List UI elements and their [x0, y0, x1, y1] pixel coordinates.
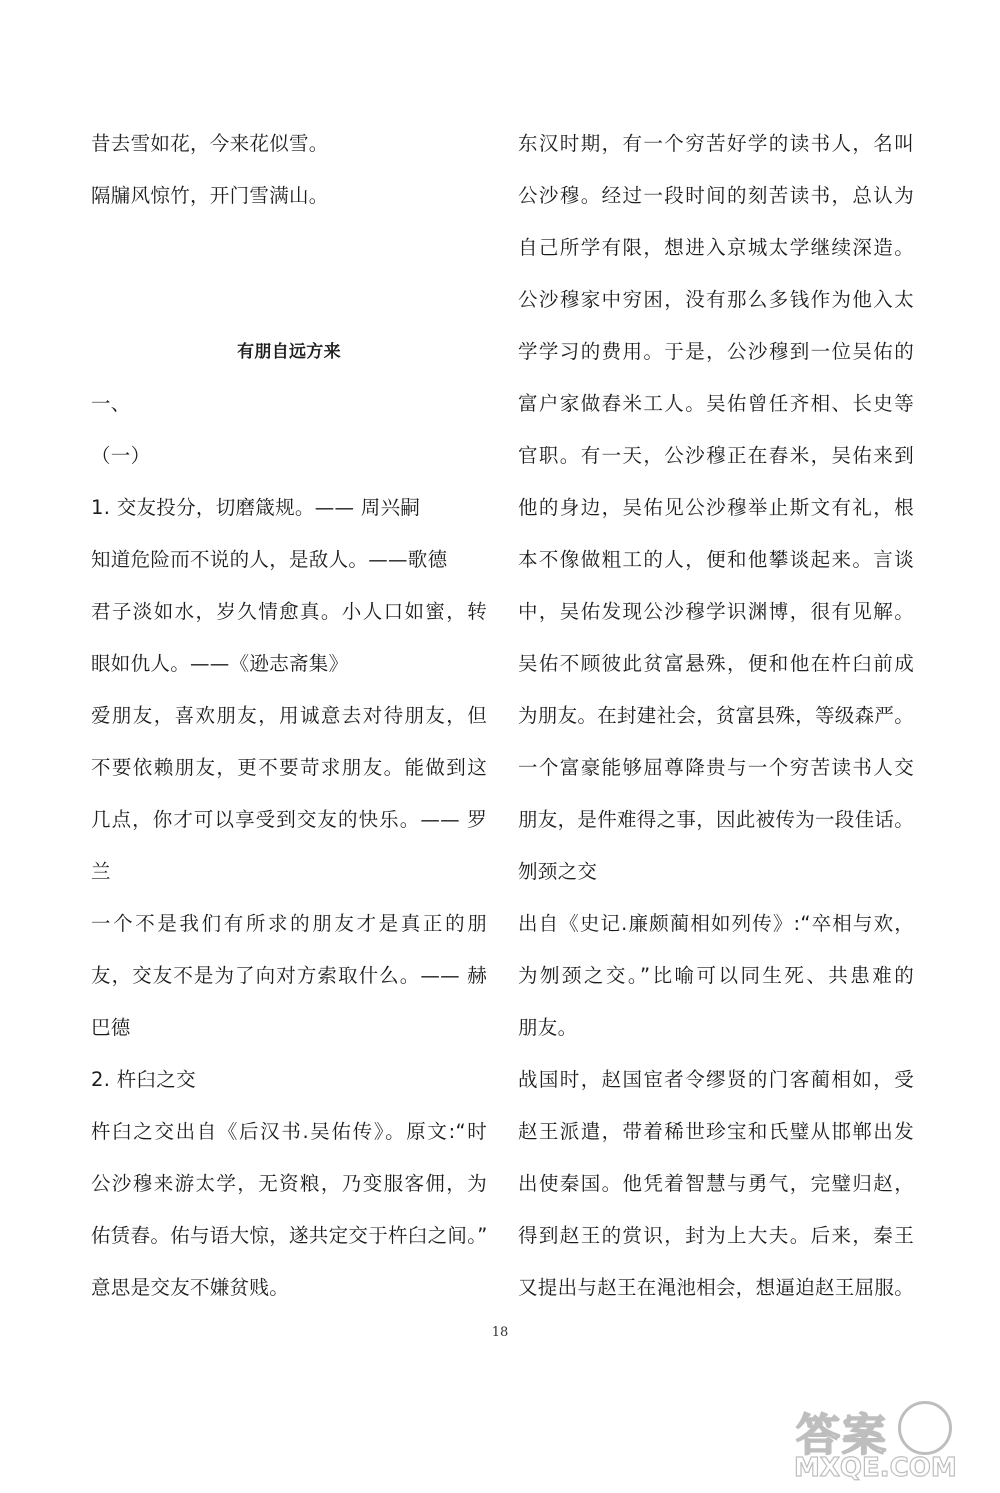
text-line: 公沙穆家中穷困，没有那么多钱作为他入太 — [518, 288, 914, 311]
right-column — [518, 118, 914, 1314]
text-line: 本不像做粗工的人，便和他攀谈起来。言谈 — [518, 548, 914, 571]
text-line: 东汉时期，有一个穷苦好学的读书人，名叫 — [518, 132, 914, 155]
text-line: 眼如仇人。——《逊志斋集》 — [91, 652, 349, 675]
text-line: 朋友。 — [518, 1016, 578, 1039]
text-line: 友，交友不是为了向对方索取什么。—— 赫 — [91, 964, 487, 987]
watermark-logo — [790, 1395, 960, 1485]
text-line: 意思是交友不嫌贫贱。 — [91, 1276, 290, 1299]
text-line: 富户家做舂米工人。吴佑曾任齐相、长史等 — [518, 392, 914, 415]
text-line: 自己所学有限，想进入京城太学继续深造。 — [518, 236, 914, 259]
text-line: 1. 交友投分，切磨箴规。—— 周兴嗣 — [91, 496, 421, 519]
text-line: 学学习的费用。于是，公沙穆到一位吴佑的 — [518, 340, 914, 363]
poem-line: 隔牖风惊竹，开门雪满山。 — [91, 184, 329, 207]
watermark-site: MXQE.COM — [794, 1453, 957, 1483]
section-title: 有朋自远方来 — [237, 342, 341, 362]
text-line: 得到赵王的赏识，封为上大夫。后来，秦王 — [518, 1224, 914, 1247]
text-line: 朋友，是件难得之事，因此被传为一段佳话。 — [518, 808, 915, 831]
text-line: 一个富豪能够屈尊降贵与一个穷苦读书人交 — [518, 756, 914, 779]
text-line: 不要依赖朋友，更不要苛求朋友。能做到这 — [91, 756, 487, 779]
text-line: 为朋友。在封建社会，贫富县殊，等级森严。 — [518, 704, 915, 727]
watermark-glyphs: 答案 — [796, 1410, 888, 1461]
text-line: 出使秦国。他凭着智慧与勇气，完璧归赵， — [518, 1172, 914, 1195]
text-line: 他的身边，吴佑见公沙穆举止斯文有礼，根 — [518, 496, 914, 519]
left-column — [91, 118, 487, 1314]
text-line: 爱朋友，喜欢朋友，用诚意去对待朋友，但 — [91, 704, 487, 727]
text-line: 几点，你才可以享受到交友的快乐。—— 罗 — [91, 808, 487, 831]
watermark-circle-icon — [898, 1401, 952, 1455]
text-line: 中，吴佑发现公沙穆学识渊博，很有见解。 — [518, 600, 914, 623]
part-label: 一、 — [91, 392, 131, 415]
text-line: 公沙穆。经过一段时间的刻苦读书，总认为 — [518, 184, 914, 207]
text-line: 杵臼之交出自《后汉书.吴佑传》。原文:“时 — [91, 1120, 487, 1143]
text-line: 知道危险而不说的人，是敌人。——歌德 — [91, 548, 448, 571]
poem-line: 昔去雪如花，今来花似雪。 — [91, 132, 329, 155]
text-line: 佑赁舂。佑与语大惊，遂共定交于杵臼之间。” — [91, 1224, 488, 1247]
text-line: 出自《史记.廉颇蔺相如列传》:“卒相与欢， — [518, 912, 914, 935]
text-line: 为刎颈之交。”比喻可以同生死、共患难的 — [518, 964, 914, 987]
text-line: 一个不是我们有所求的朋友才是真正的朋 — [91, 912, 487, 935]
subsection-heading: 刎颈之交 — [518, 860, 598, 883]
text-line: 战国时，赵国宦者令缪贤的门客蔺相如，受 — [518, 1068, 914, 1091]
sub-label: （一） — [91, 444, 151, 467]
text-line: 官职。有一天，公沙穆正在舂米，吴佑来到 — [518, 444, 914, 467]
text-line: 君子淡如水，岁久情愈真。小人口如蜜，转 — [91, 600, 487, 623]
text-line: 巴德 — [91, 1016, 131, 1039]
text-line: 又提出与赵王在渑池相会，想逼迫赵王屈服。 — [518, 1276, 915, 1299]
text-line: 赵王派遣，带着稀世珍宝和氏璧从邯郸出发 — [518, 1120, 914, 1143]
text-line: 吴佑不顾彼此贫富悬殊，便和他在杵臼前成 — [518, 652, 914, 675]
text-line: 兰 — [91, 860, 111, 883]
text-line: 2. 杵臼之交 — [91, 1068, 196, 1091]
page-number: 18 — [491, 1325, 509, 1340]
text-line: 公沙穆来游太学，无资粮，乃变服客佣，为 — [91, 1172, 487, 1195]
